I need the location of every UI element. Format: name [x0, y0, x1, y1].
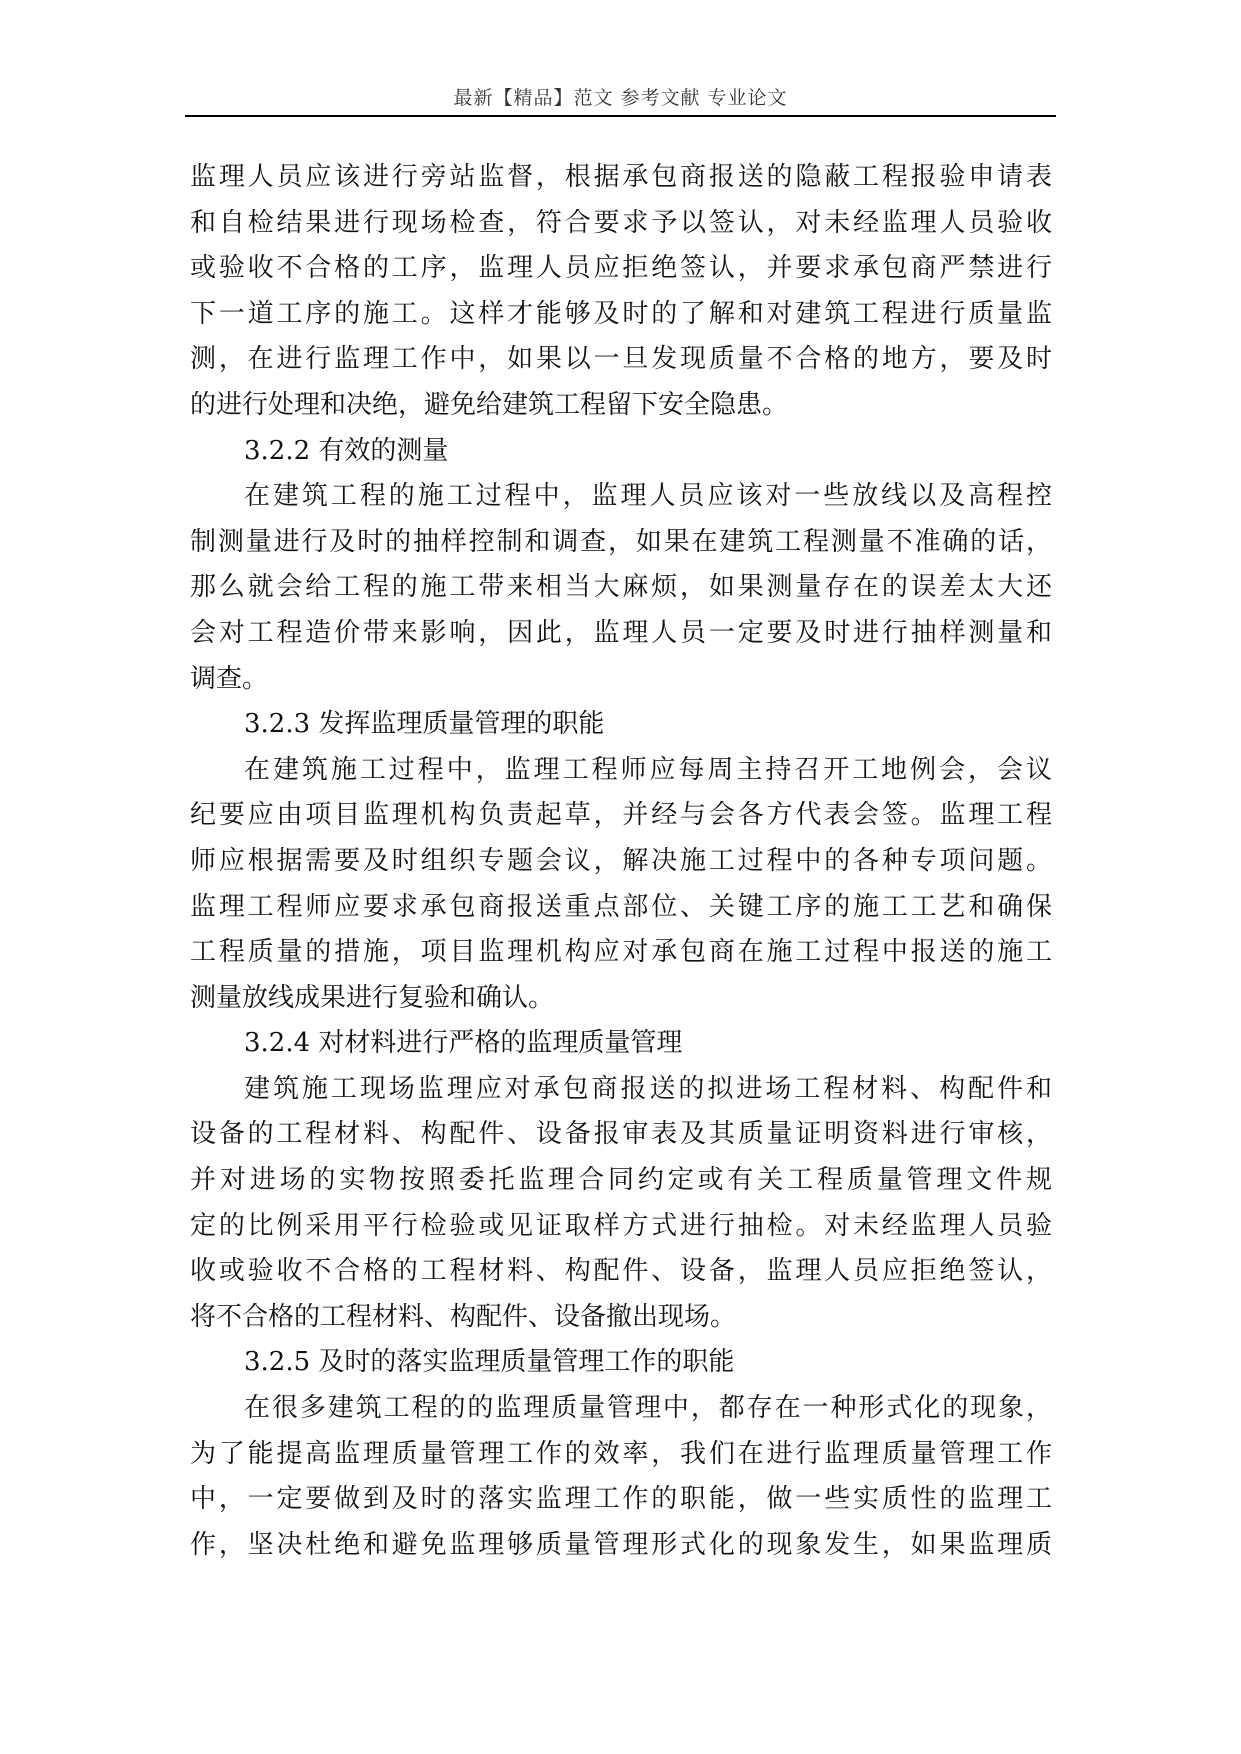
- text-line: 那么就会给工程的施工带来相当大麻烦，如果测量存在的误差太大还: [190, 572, 1052, 603]
- paragraph: [190, 1067, 1052, 1341]
- heading-text: 3.2.4 对材料进行严格的监理质量管理: [244, 1028, 683, 1059]
- heading-text: 3.2.2 有效的测量: [244, 435, 449, 466]
- text-line: 下一道工序的施工。这样才能够及时的了解和对建筑工程进行质量监: [190, 298, 1052, 329]
- section-heading: [190, 702, 1052, 748]
- text-line: 设备的工程材料、构配件、设备报审表及其质量证明资料进行审核，: [190, 1119, 1052, 1150]
- text-line: 会对工程造价带来影响，因此，监理人员一定要及时进行抽样测量和: [190, 617, 1052, 648]
- text-line: 纪要应由项目监理机构负责起草，并经与会各方代表会签。监理工程: [190, 800, 1052, 831]
- document-body: [190, 155, 1052, 1568]
- text-line: 将不合格的工程材料、构配件、设备撤出现场。: [190, 1301, 737, 1332]
- text-line: 中，一定要做到及时的落实监理工作的职能，做一些实质性的监理工: [190, 1484, 1052, 1515]
- paragraph: [190, 474, 1052, 702]
- text-line: 在很多建筑工程的的监理质量管理中，都存在一种形式化的现象，: [244, 1393, 1052, 1424]
- text-line: 监理人员应该进行旁站监督，根据承包商报送的隐蔽工程报验申请表: [190, 162, 1052, 192]
- section-heading: [190, 1340, 1052, 1386]
- text-line: 调查。: [190, 663, 269, 694]
- text-line: 的进行处理和决绝，避免给建筑工程留下安全隐患。: [190, 389, 789, 420]
- text-line: 测，在进行监理工作中，如果以一旦发现质量不合格的地方，要及时: [190, 344, 1052, 375]
- section-heading: [190, 1021, 1052, 1067]
- text-line: 收或验收不合格的工程材料、构配件、设备，监理人员应拒绝签认，: [190, 1256, 1052, 1287]
- text-line: 或验收不合格的工序，监理人员应拒绝签认，并要求承包商严禁进行: [190, 253, 1052, 284]
- text-line: 工程质量的措施，项目监理机构应对承包商在施工过程中报送的施工: [190, 937, 1052, 968]
- section-heading: [190, 429, 1052, 475]
- paragraph: [190, 155, 1052, 429]
- heading-text: 3.2.3 发挥监理质量管理的职能: [244, 709, 605, 740]
- text-line: 建筑施工现场监理应对承包商报送的拟进场工程材料、构配件和: [244, 1073, 1052, 1104]
- text-line: 定的比例采用平行检验或见证取样方式进行抽检。对未经监理人员验: [190, 1210, 1052, 1241]
- text-line: 制测量进行及时的抽样控制和调查，如果在建筑工程测量不准确的话，: [190, 526, 1052, 557]
- paragraph: [190, 1386, 1052, 1568]
- page-header: 最新【精品】范文 参考文献 专业论文: [453, 87, 788, 109]
- text-line: 师应根据需要及时组织专题会议，解决施工过程中的各种专项问题。: [190, 845, 1052, 876]
- text-line: 并对进场的实物按照委托监理合同约定或有关工程质量管理文件规: [190, 1165, 1052, 1196]
- text-line: 作，坚决杜绝和避免监理够质量管理形式化的现象发生，如果监理质: [190, 1529, 1052, 1560]
- text-line: 监理工程师应要求承包商报送重点部位、关键工序的施工工艺和确保: [190, 891, 1052, 922]
- text-line: 为了能提高监理质量管理工作的效率，我们在进行监理质量管理工作: [190, 1438, 1052, 1469]
- text-line: 和自检结果进行现场检查，符合要求予以签认，对未经监理人员验收: [190, 207, 1052, 238]
- text-line: 测量放线成果进行复验和确认。: [190, 982, 555, 1013]
- text-line: 在建筑施工过程中，监理工程师应每周主持召开工地例会，会议: [244, 754, 1052, 785]
- heading-text: 3.2.5 及时的落实监理质量管理工作的职能: [244, 1347, 735, 1378]
- header-divider: [185, 115, 1056, 117]
- text-line: 在建筑工程的施工过程中，监理人员应该对一些放线以及高程控: [244, 481, 1052, 512]
- paragraph: [190, 748, 1052, 1022]
